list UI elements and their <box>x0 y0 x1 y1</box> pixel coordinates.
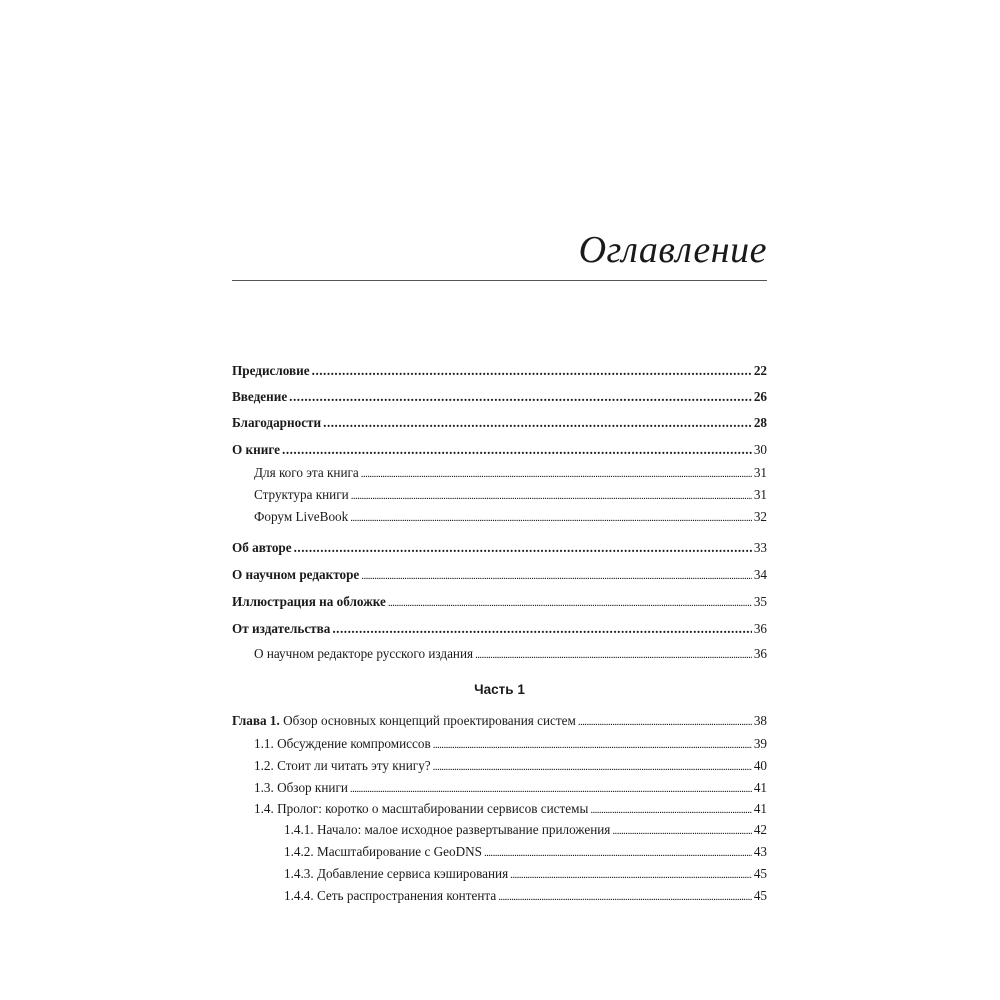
toc-entry-page: 30 <box>753 442 767 457</box>
toc-entry-title: 1.4.2. Масштабирование с GeoDNS <box>284 844 482 859</box>
toc-entry-1-1[interactable] <box>232 734 767 754</box>
toc-entry-introduction[interactable] <box>232 387 767 407</box>
toc-entry-audience[interactable] <box>232 463 767 483</box>
chapter-label: Глава 1. <box>232 713 280 728</box>
toc-entry-1-4[interactable] <box>232 799 767 819</box>
dot-leader <box>433 757 752 777</box>
toc-entry-1-2[interactable] <box>232 756 767 776</box>
toc-entry-title: 1.1. Обсуждение компромиссов <box>254 736 431 751</box>
toc-entry-acknowledgements[interactable] <box>232 413 767 433</box>
toc-entry-page: 32 <box>753 509 767 524</box>
toc-entry-title: 1.4.3. Добавление сервиса кэширования <box>284 866 509 881</box>
toc-entry-structure[interactable] <box>232 485 767 505</box>
toc-entry-title-group <box>232 711 576 731</box>
toc-entry-title: 1.4.4. Сеть распространения контента <box>284 888 497 903</box>
toc-entry-about-book[interactable] <box>232 440 767 460</box>
dot-leader <box>475 645 752 665</box>
dot-leader <box>484 843 752 863</box>
dot-leader <box>312 361 752 381</box>
toc-entry-russian-editor[interactable] <box>232 644 767 664</box>
toc-entry-title: О научном редакторе <box>232 567 360 582</box>
toc-entry-page: 45 <box>753 888 767 903</box>
table-of-contents <box>232 0 767 1000</box>
dot-leader <box>590 800 752 820</box>
toc-entry-about-editor[interactable] <box>232 565 767 585</box>
toc-entry-page: 42 <box>753 822 767 837</box>
toc-entry-page: 35 <box>753 594 767 609</box>
toc-entry-page: 33 <box>753 540 767 555</box>
toc-entry-title: 1.3. Обзор книги <box>254 780 348 795</box>
toc-entry-page: 45 <box>753 866 767 881</box>
toc-entry-title: 1.2. Стоит ли читать эту книгу? <box>254 758 431 773</box>
toc-entry-page: 38 <box>753 713 767 728</box>
toc-entry-title: О научном редакторе русского издания <box>254 646 474 661</box>
toc-entry-title: 1.4.1. Начало: малое исходное развертывание приложения <box>284 822 611 837</box>
toc-entry-page: 36 <box>753 621 767 636</box>
toc-entry-page: 31 <box>753 465 767 480</box>
dot-leader <box>361 464 752 484</box>
toc-entry-title: От издательства <box>232 621 331 636</box>
dot-leader <box>350 508 752 528</box>
toc-entry-title: Предисловие <box>232 363 310 378</box>
toc-entry-about-author[interactable] <box>232 538 767 558</box>
dot-leader <box>351 486 752 506</box>
toc-entry-title: Для кого эта книга <box>254 465 359 480</box>
dot-leader <box>323 413 752 433</box>
toc-entry-title: Об авторе <box>232 540 292 555</box>
toc-entry-title: 1.4. Пролог: коротко о масштабировании сервисов системы <box>254 801 589 816</box>
toc-entry-page: 39 <box>753 736 767 751</box>
toc-entry-page: 22 <box>753 363 767 378</box>
toc-entry-page: 36 <box>753 646 767 661</box>
toc-entry-page: 34 <box>753 567 767 582</box>
toc-entry-page: 43 <box>753 844 767 859</box>
dot-leader <box>361 566 752 586</box>
dot-leader <box>282 440 752 460</box>
page-title: Оглавление <box>578 229 767 271</box>
dot-leader <box>433 735 752 755</box>
dot-leader <box>578 712 752 732</box>
toc-entry-page: 31 <box>753 487 767 502</box>
toc-entry-title: Структура книги <box>254 487 349 502</box>
dot-leader <box>510 865 752 885</box>
toc-entry-page: 41 <box>753 780 767 795</box>
toc-entry-cover-illustration[interactable] <box>232 592 767 612</box>
toc-entry-page: 41 <box>753 801 767 816</box>
toc-entry-livebook-forum[interactable] <box>232 507 767 527</box>
toc-entry-title: Благодарности <box>232 415 322 430</box>
toc-entry-page: 40 <box>753 758 767 773</box>
toc-entry-title: Обзор основных концепций проектирования систем <box>283 713 576 728</box>
toc-entry-title: Иллюстрация на обложке <box>232 594 386 609</box>
toc-entry-page: 28 <box>753 415 767 430</box>
part-heading: Часть 1 <box>474 682 525 697</box>
toc-entry-title: Введение <box>232 389 288 404</box>
dot-leader <box>350 779 752 799</box>
toc-entry-1-4-4[interactable] <box>232 886 767 906</box>
toc-entry-chapter-1[interactable] <box>232 711 767 731</box>
dot-leader <box>332 619 751 639</box>
toc-entry-page: 26 <box>753 389 767 404</box>
toc-entry-1-4-3[interactable] <box>232 864 767 884</box>
toc-entry-title: О книге <box>232 442 281 457</box>
toc-entry-preface[interactable] <box>232 361 767 381</box>
toc-entry-1-3[interactable] <box>232 778 767 798</box>
dot-leader <box>612 821 751 841</box>
dot-leader <box>289 387 752 407</box>
toc-entry-from-publisher[interactable] <box>232 619 767 639</box>
toc-entry-1-4-2[interactable] <box>232 842 767 862</box>
dot-leader <box>294 538 752 558</box>
dot-leader <box>498 887 752 907</box>
toc-entry-1-4-1[interactable] <box>232 820 767 840</box>
toc-entry-title: Форум LiveBook <box>254 509 349 524</box>
dot-leader <box>388 593 752 613</box>
